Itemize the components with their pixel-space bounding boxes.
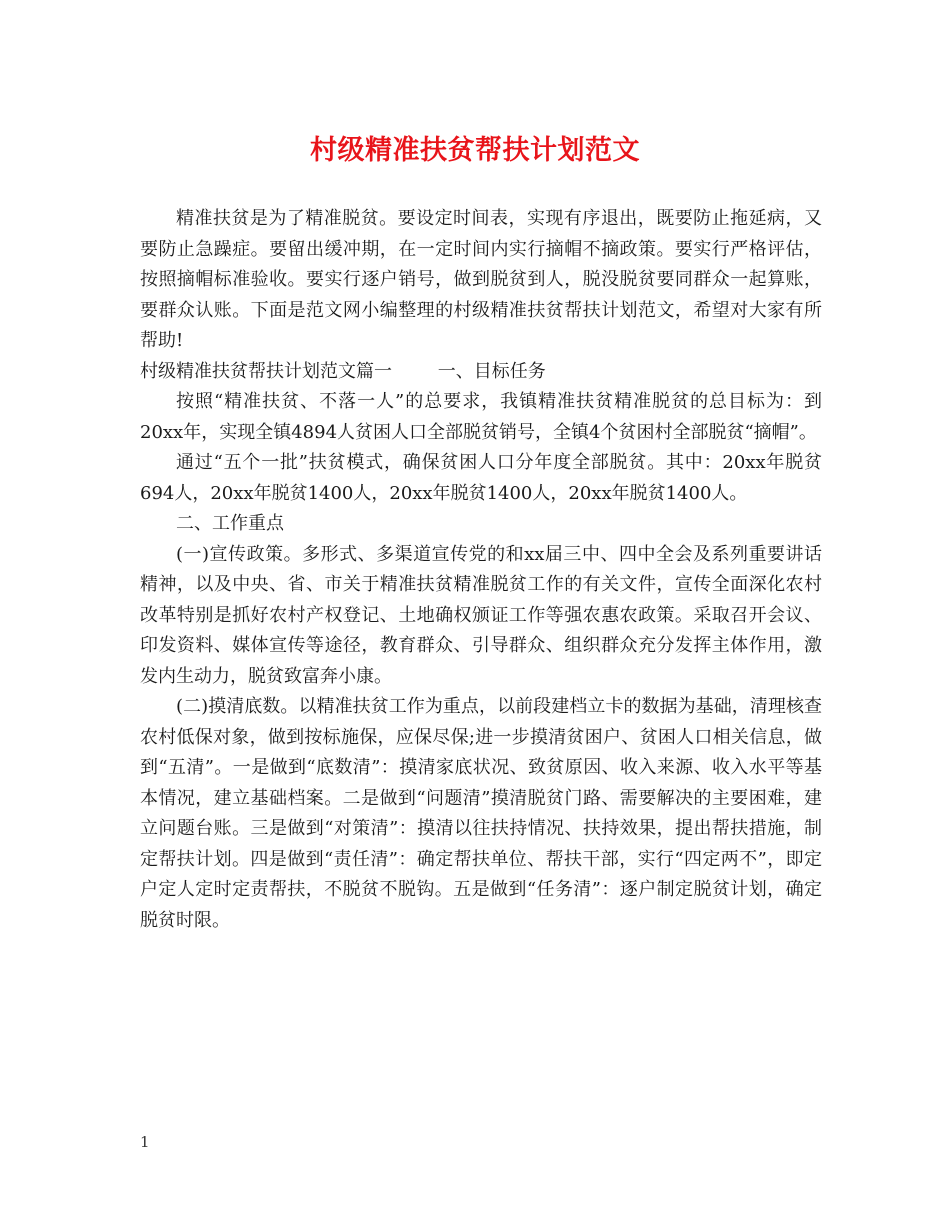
document-body: [140, 204, 822, 936]
page-number: 1: [140, 1133, 150, 1151]
model-paragraph: 通过“五个一批”扶贫模式，确保贫困人口分年度全部脱贫。其中：20xx年脱贫694人，20xx年脱贫1400人，20xx年脱贫1400人，20xx年脱贫1400人。: [140, 452, 822, 504]
survey-paragraph: (二)摸清底数。以精准扶贫工作为重点，以前段建档立卡的数据为基础，清理核查农村低保对象，做到按标施保，应保尽保;进一步摸清贫困户、贫困人口相关信息，做到“五清”。一是做到“底数清”：摸清家底状况、致贫原因、收入来源、收入水平等基本情况，建立基础档案。二是做到“问题清”摸清脱贫门路、需要解决的主要困难，建立问题台账。三是做到“对策清”：摸清以往扶持情况、扶持效果，提出帮扶措施，制定帮扶计划。四是做到“责任清”：确定帮扶单位、帮扶干部，实行“四定两不”，即定户定人定时定责帮扶，不脱贫不脱钩。五是做到“任务清”：逐户制定脱贫计划，确定脱贫时限。: [140, 696, 822, 931]
policy-paragraph: (一)宣传政策。多形式、多渠道宣传党的和xx届三中、四中全会及系列重要讲话精神，以及中央、省、市关于精准扶贫精准脱贫工作的有关文件，宣传全面深化农村改革特别是抓好农村产权登记、土地确权颁证工作等强农惠农政策。采取召开会议、印发资料、媒体宣传等途径，教育群众、引导群众、组织群众充分发挥主体作用，激发内生动力，脱贫致富奔小康。: [140, 543, 822, 687]
section-heading: 村级精准扶贫帮扶计划范文篇一 一、目标任务: [140, 360, 546, 382]
intro-paragraph: 精准扶贫是为了精准脱贫。要设定时间表，实现有序退出，既要防止拖延病，又要防止急躁症。要留出缓冲期，在一定时间内实行摘帽不摘政策。要实行严格评估，按照摘帽标准验收。要实行逐户销号，做到脱贫到人，脱没脱贫要同群众一起算账，要群众认账。下面是范文网小编整理的村级精准扶贫帮扶计划范文，希望对大家有所帮助!: [140, 208, 822, 351]
heading-work-focus: 二、工作重点: [176, 513, 284, 534]
document-title: 村级精准扶贫帮扶计划范文: [310, 135, 640, 166]
goal-paragraph: 按照“精准扶贫、不落一人”的总要求，我镇精准扶贫精准脱贫的总目标为：到20xx年，实现全镇4894人贫困人口全部脱贫销号，全镇4个贫困村全部脱贫“摘帽”。: [140, 391, 822, 443]
